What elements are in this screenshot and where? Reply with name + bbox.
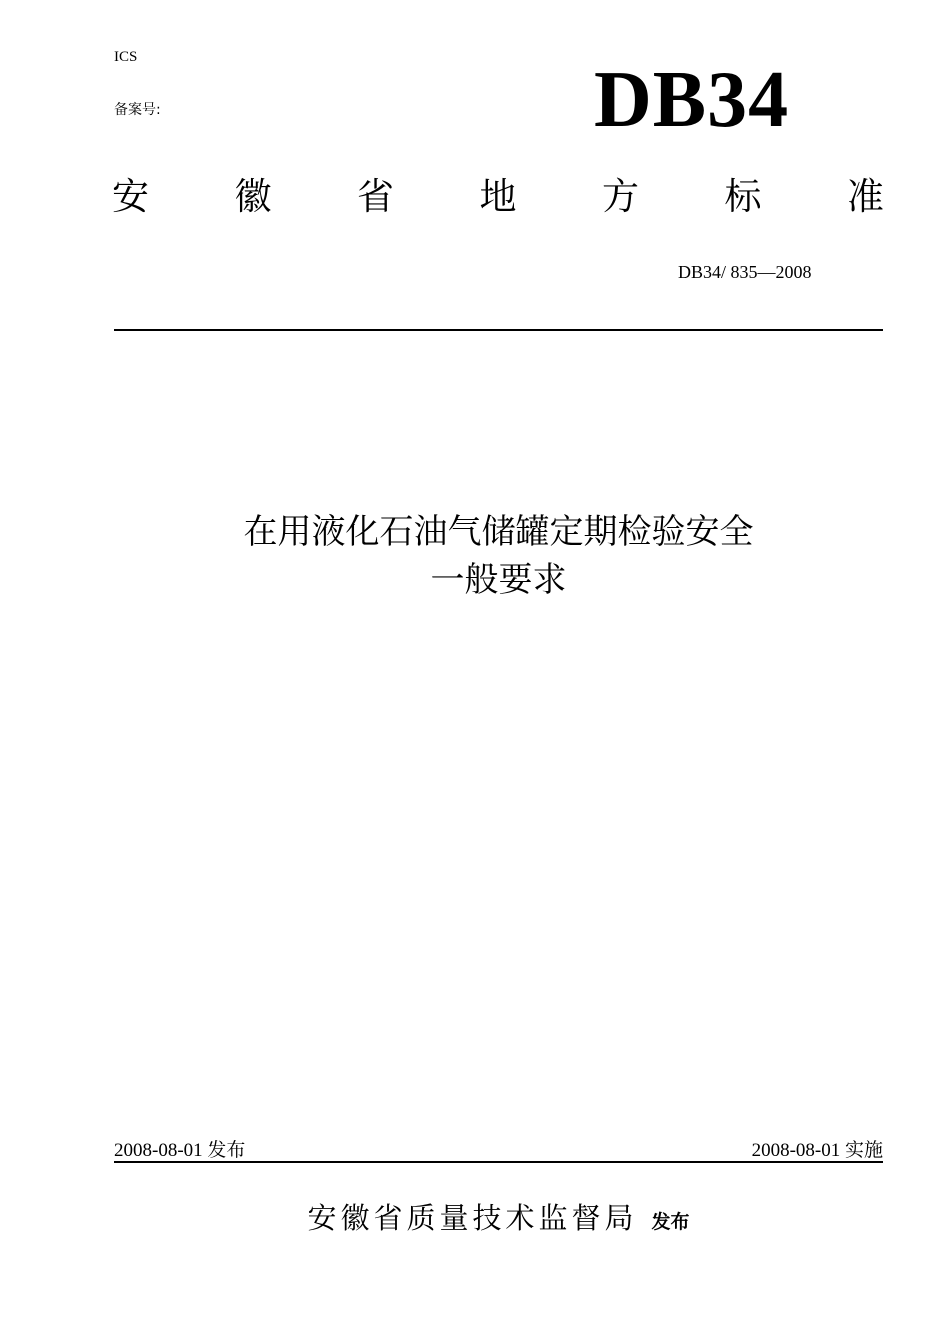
bottom-divider — [114, 1161, 883, 1163]
standard-code: DB34 — [594, 56, 790, 144]
document-title — [114, 508, 883, 604]
standard-type-char: 地 — [479, 175, 517, 218]
record-number-label: 备案号: — [114, 102, 161, 118]
standard-type-char: 准 — [847, 175, 884, 218]
publish-date: 2008-08-01 发布 — [114, 1140, 246, 1161]
issuer-suffix: 发布 — [651, 1211, 690, 1233]
standard-type-char: 标 — [724, 175, 762, 218]
standard-type-char: 安 — [112, 175, 149, 218]
standard-type-heading — [112, 175, 884, 218]
standard-type-char: 方 — [602, 175, 639, 218]
title-line-2: 一般要求 — [430, 560, 567, 600]
issuer-name: 安徽省质量技术监督局 — [307, 1201, 638, 1235]
title-line-1: 在用液化石油气储罐定期检验安全 — [243, 512, 754, 552]
standard-type-char: 徽 — [234, 175, 272, 218]
standard-type-char: 省 — [357, 175, 394, 218]
top-divider — [114, 329, 883, 331]
implement-date: 2008-08-01 实施 — [751, 1140, 883, 1161]
standard-number: DB34/ 835—2008 — [678, 262, 812, 282]
issuer-line — [114, 1196, 883, 1237]
ics-label: ICS — [114, 49, 138, 65]
